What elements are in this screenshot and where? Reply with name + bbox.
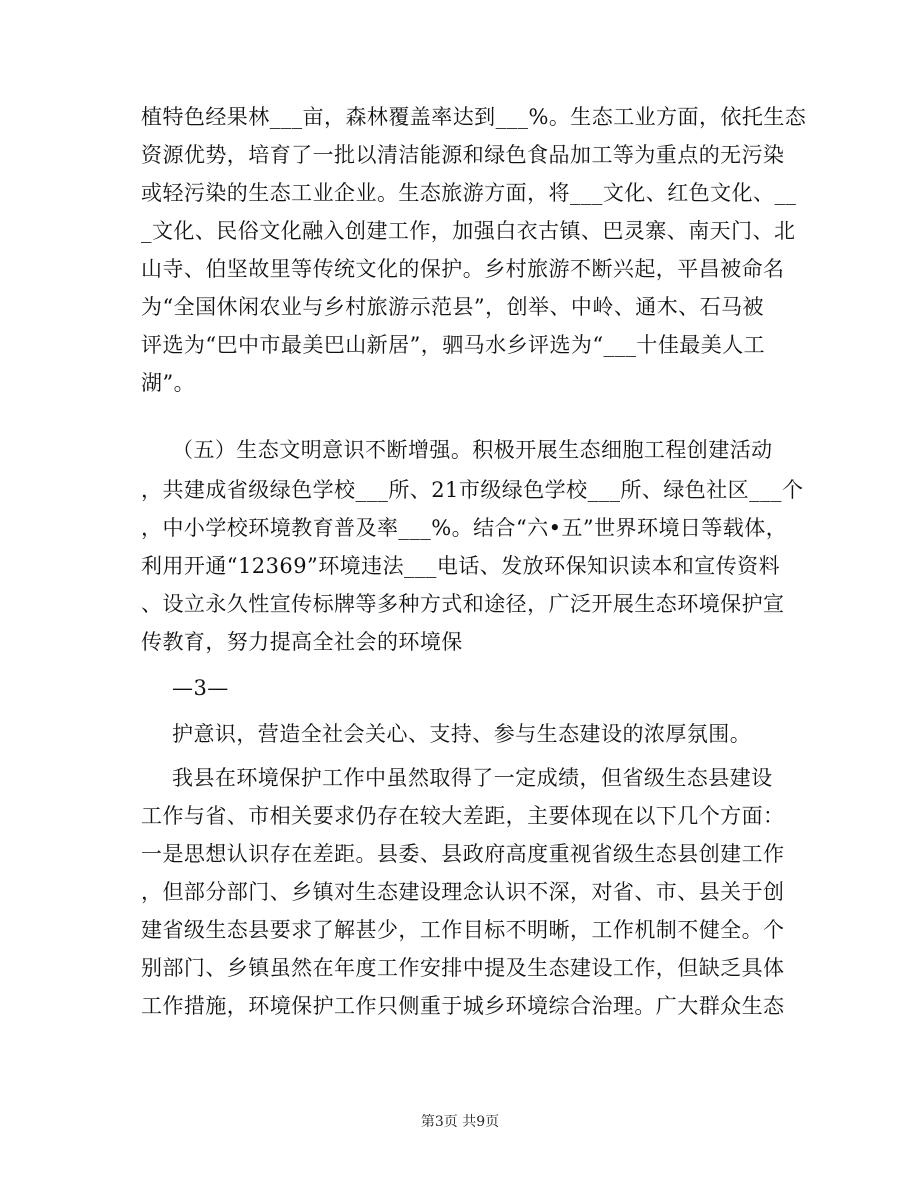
text-line: _文化、民俗文化融入创建工作，加强白衣古镇、巴灵寨、南天门、北 xyxy=(141,219,796,243)
text-line: 我县在环境保护工作中虽然取得了一定成绩，但省级生态县建设 xyxy=(172,766,773,790)
text-line: 山寺、伯坚故里等传统文化的保护。乡村旅游不断兴起，平昌被命名 xyxy=(141,257,785,281)
text-line: 为“全国休闲农业与乡村旅游示范县”，创举、中岭、通木、石马被 xyxy=(141,295,764,319)
text-line: 一是思想认识存在差距。县委、县政府高度重视省级生态县创建工作 xyxy=(141,842,785,866)
text-line: ，但部分部门、乡镇对生态建设理念认识不深，对省、市、县关于创 xyxy=(141,880,785,904)
text-line: ，共建成省级绿色学校___所、21市级绿色学校___所、绿色社区___个 xyxy=(141,478,804,502)
text-line: 别部门、乡镇虽然在年度工作安排中提及生态建设工作，但缺乏具体 xyxy=(141,956,785,980)
text-line: 传教育，努力提高全社会的环境保 xyxy=(141,630,463,654)
text-line: 评选为“巴中市最美巴山新居”，驷马水乡评选为“___十佳最美人工 xyxy=(141,333,766,357)
text-line: ，中小学校环境教育普及率___%。结合“六•五”世界环境日等载体， xyxy=(141,516,788,540)
page-footer: 第3页 共9页 xyxy=(420,1114,500,1130)
text-line: 建省级生态县要求了解甚少，工作目标不明晰，工作机制不健全。个 xyxy=(141,918,785,942)
text-line: 利用开通“12369”环境违法___电话、发放环保知识读本和宣传资料 xyxy=(141,554,781,578)
text-line: 或轻污染的生态工业企业。生态旅游方面，将___文化、红色文化、__ xyxy=(141,181,797,205)
text-line: 护意识，营造全社会关心、支持、参与生态建设的浓厚氛围。 xyxy=(172,722,752,746)
text-line: 湖”。 xyxy=(141,371,196,395)
text-line: 资源优势，培育了一批以清洁能源和绿色食品加工等为重点的无污染 xyxy=(141,143,785,167)
inline-page-number: —3— xyxy=(172,676,229,700)
text-line: 植特色经果林___亩，森林覆盖率达到___%。生态工业方面，依托生态 xyxy=(141,105,807,129)
text-line: 工作措施，环境保护工作只侧重于城乡环境综合治理。广大群众生态 xyxy=(141,994,785,1018)
text-line: 工作与省、市相关要求仍存在较大差距，主要体现在以下几个方面： xyxy=(141,804,785,828)
paragraph-heading: （五）生态文明意识不断增强。积极开展生态细胞工程创建活动 xyxy=(172,438,773,462)
text-line: 、设立永久性宣传标牌等多种方式和途径，广泛开展生态环境保护宣 xyxy=(141,592,785,616)
